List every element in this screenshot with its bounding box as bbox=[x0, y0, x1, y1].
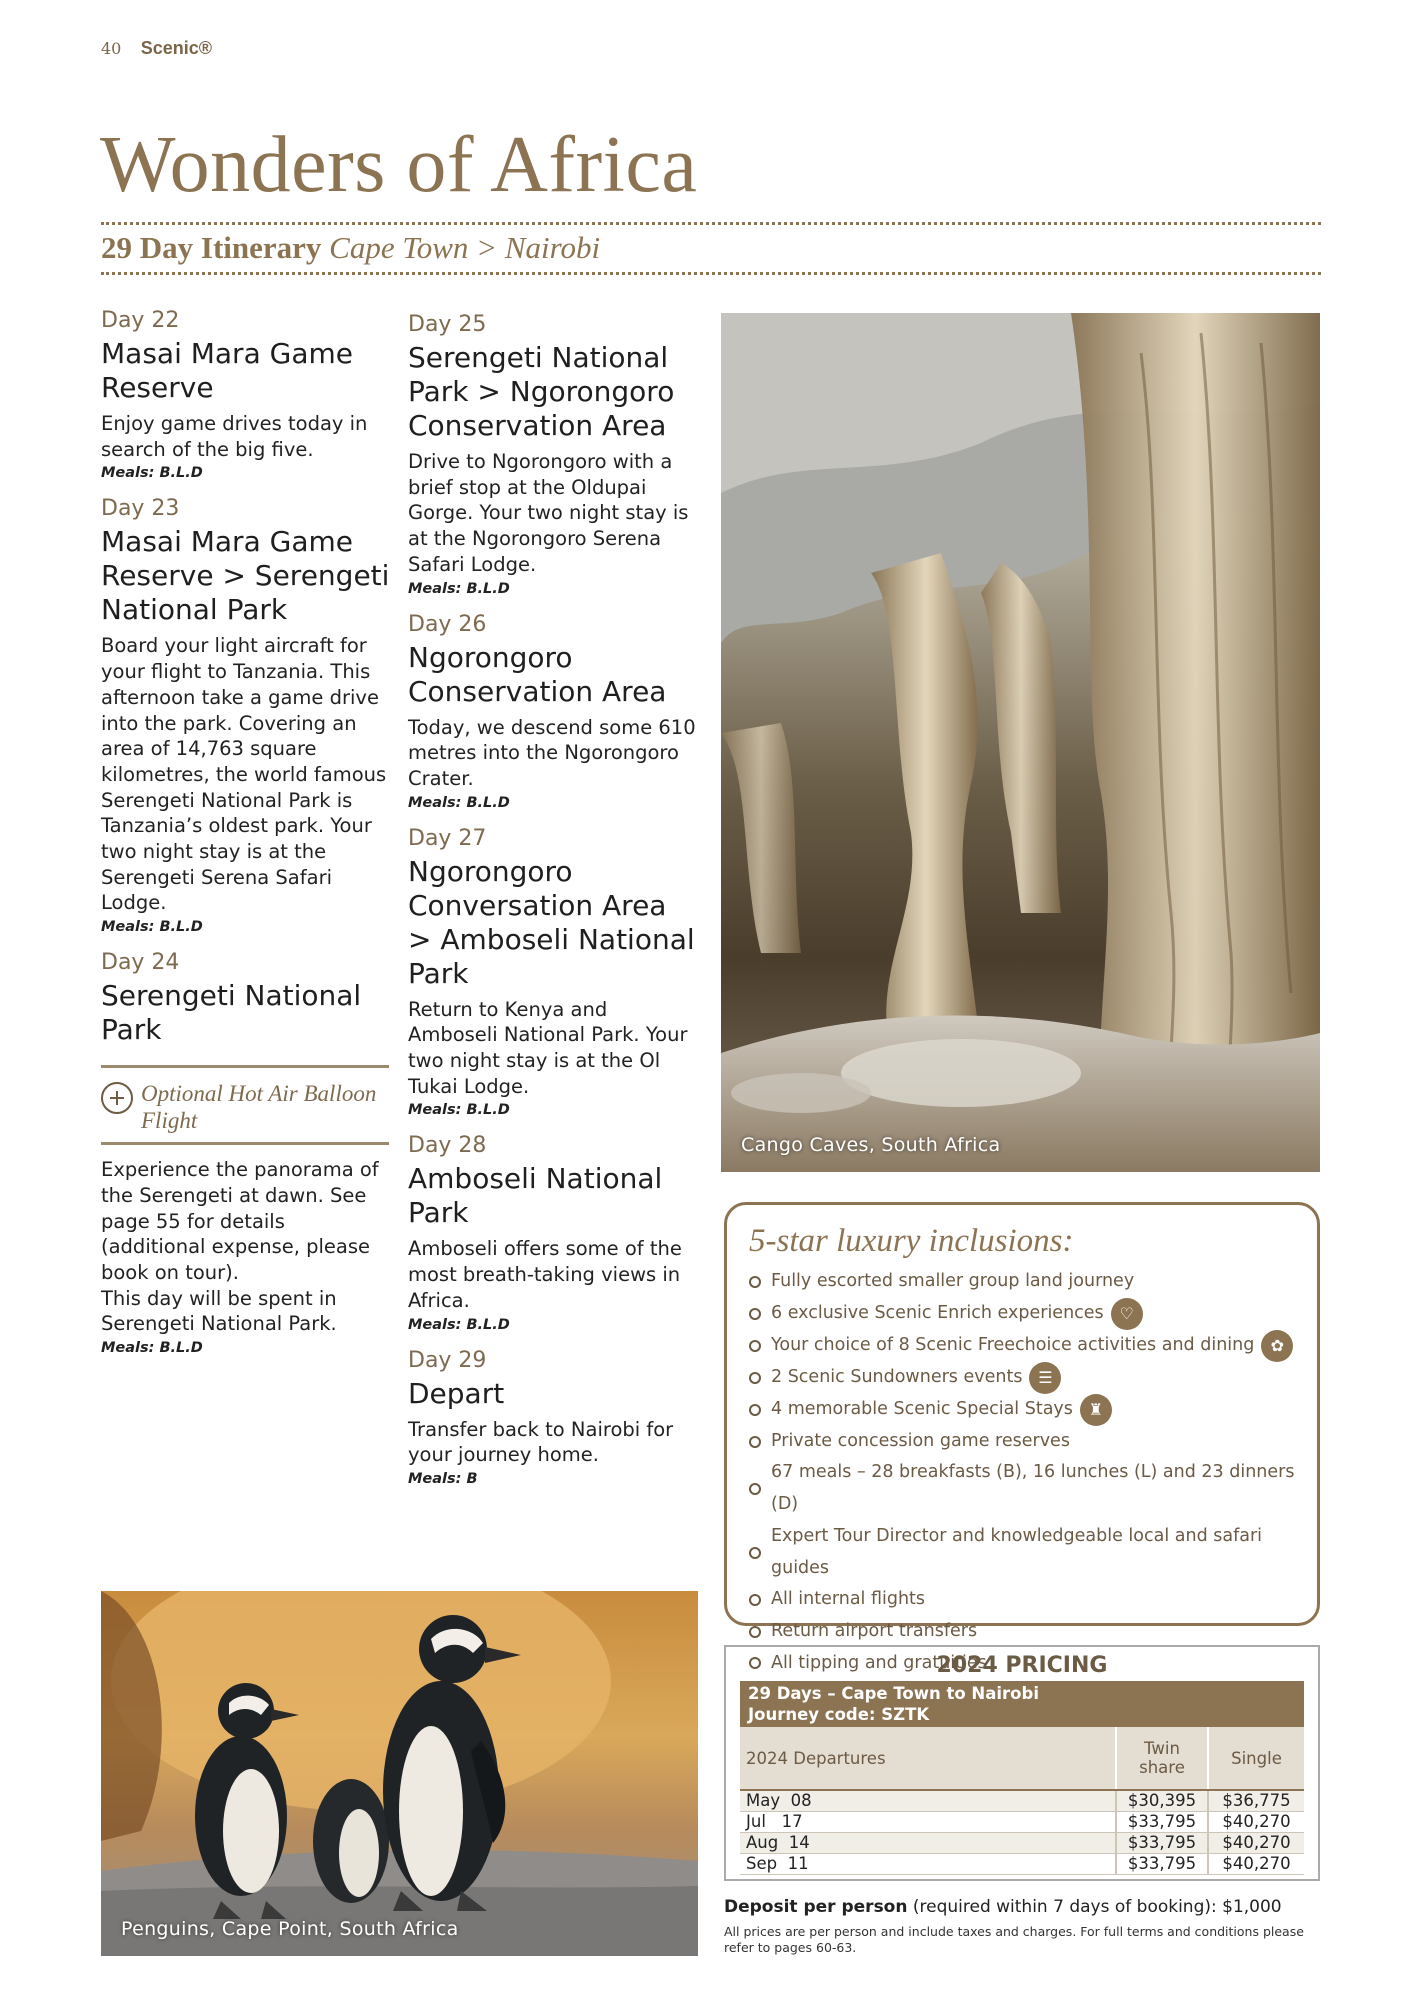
bullet-icon bbox=[749, 1626, 761, 1638]
pricing-box bbox=[724, 1645, 1320, 1881]
building-icon: ♜ bbox=[1080, 1394, 1112, 1426]
day-label: Day 24 bbox=[101, 950, 180, 976]
bullet-icon bbox=[749, 1404, 761, 1416]
optional-activity-label: Optional Hot Air Balloon Flight bbox=[141, 1081, 377, 1134]
day-description: Experience the panorama of the Serengeti at dawn. See page 55 for details (additional expense, please book on tour). This day will be spent in Serengeti National Park. bbox=[101, 1158, 379, 1336]
list-item: 6 exclusive Scenic Enrich experiences ♡ bbox=[749, 1298, 1295, 1330]
day-23 bbox=[101, 494, 391, 938]
list-item: 2 Scenic Sundowners events ☰ bbox=[749, 1362, 1295, 1394]
penguins-photo bbox=[101, 1591, 698, 1956]
day-place: Depart bbox=[408, 1376, 505, 1410]
bullet-icon bbox=[749, 1594, 761, 1606]
penguins-illustration bbox=[101, 1591, 698, 1956]
itinerary-column-1 bbox=[101, 306, 391, 1369]
photo-caption: Penguins, Cape Point, South Africa bbox=[121, 1918, 459, 1940]
day-meals: Meals: B.L.D bbox=[408, 580, 510, 597]
day-description: Today, we descend some 610 metres into the Ngorongoro Crater. bbox=[408, 715, 696, 790]
day-description: Drive to Ngorongoro with a brief stop at the Oldupai Gorge. Your two night stay is at the Ngorongoro Serena Safari Lodge. bbox=[408, 450, 689, 576]
bullet-icon bbox=[749, 1372, 761, 1384]
table-row: Sep 11 $33,795 $40,270 bbox=[740, 1854, 1304, 1875]
pricing-title: 2024 PRICING bbox=[936, 1653, 1108, 1678]
day-label: Day 25 bbox=[408, 312, 487, 337]
day-24 bbox=[101, 948, 391, 1359]
day-label: Day 23 bbox=[101, 496, 180, 522]
day-place: Ngorongoro Conservation Area bbox=[408, 640, 667, 708]
day-place: Masai Mara Game Reserve > Serengeti National Park bbox=[101, 525, 390, 627]
list-item: Fully escorted smaller group land journey bbox=[749, 1266, 1295, 1298]
brand-logo: Scenic® bbox=[140, 38, 213, 58]
day-28 bbox=[408, 1131, 698, 1335]
table-row: Aug 14 $33,795 $40,270 bbox=[740, 1833, 1304, 1854]
itinerary-heading bbox=[101, 230, 600, 266]
col-single: Single bbox=[1208, 1727, 1304, 1790]
day-meals: Meals: B bbox=[408, 1470, 478, 1487]
table-row: May 08 $30,395 $36,775 bbox=[740, 1790, 1304, 1812]
deposit-detail: (required within 7 days of booking): $1,000 bbox=[912, 1897, 1282, 1917]
deposit-label: Deposit per person bbox=[724, 1897, 908, 1917]
optional-activity bbox=[101, 1065, 389, 1145]
list-item: 4 memorable Scenic Special Stays ♜ bbox=[749, 1394, 1295, 1426]
cave-illustration bbox=[721, 313, 1320, 1172]
day-place: Serengeti National Park > Ngorongoro Conservation Area bbox=[408, 341, 675, 442]
day-label: Day 28 bbox=[408, 1133, 487, 1159]
col-departures: 2024 Departures bbox=[740, 1727, 1116, 1790]
day-label: Day 26 bbox=[408, 611, 487, 637]
col-twin-share: Twin share bbox=[1116, 1727, 1208, 1790]
page-header bbox=[101, 38, 212, 59]
page-number: 40 bbox=[101, 39, 122, 58]
page-title: Wonders of Africa bbox=[100, 121, 698, 209]
day-27 bbox=[408, 824, 698, 1122]
table-row: Jul 17 $33,795 $40,270 bbox=[740, 1812, 1304, 1833]
deposit-info bbox=[724, 1897, 1282, 1917]
bullet-icon bbox=[749, 1276, 761, 1288]
divider-bottom bbox=[101, 272, 1321, 275]
bullet-icon bbox=[749, 1436, 761, 1448]
bullet-icon bbox=[749, 1547, 761, 1559]
journey-header: 29 Days – Cape Town to Nairobi Journey code: SZTK bbox=[740, 1681, 1304, 1727]
day-label: Day 29 bbox=[408, 1347, 487, 1373]
list-item: Private concession game reserves bbox=[749, 1426, 1295, 1458]
day-meals: Meals: B.L.D bbox=[101, 919, 203, 936]
pricing-table bbox=[740, 1681, 1304, 1875]
cave-photo bbox=[721, 313, 1320, 1172]
list-item: 67 meals – 28 breakfasts (B), 16 lunches (L) and 23 dinners (D) bbox=[749, 1457, 1295, 1520]
day-place: Masai Mara Game Reserve bbox=[101, 337, 353, 404]
bullet-icon bbox=[749, 1308, 761, 1320]
day-meals: Meals: B.L.D bbox=[408, 1316, 510, 1333]
day-description: Amboseli offers some of the most breath-taking views in Africa. bbox=[408, 1237, 682, 1312]
itinerary-route: Cape Town > Nairobi bbox=[329, 230, 601, 265]
sunset-icon: ☰ bbox=[1029, 1362, 1061, 1394]
day-meals: Meals: B.L.D bbox=[408, 1102, 510, 1119]
day-meals: Meals: B.L.D bbox=[408, 794, 510, 811]
day-label: Day 22 bbox=[101, 308, 180, 333]
list-item: Expert Tour Director and knowledgeable local and safari guides bbox=[749, 1521, 1295, 1584]
list-item: All internal flights bbox=[749, 1584, 1295, 1616]
day-place: Serengeti National Park bbox=[101, 979, 362, 1047]
day-place: Ngorongoro Conversation Area > Amboseli National Park bbox=[408, 854, 695, 990]
day-22 bbox=[101, 306, 391, 484]
day-25 bbox=[408, 310, 698, 600]
day-description: Return to Kenya and Amboseli National Park. Your two night stay is at the Ol Tukai Lodge. bbox=[408, 997, 688, 1098]
list-item: Your choice of 8 Scenic Freechoice activities and dining ✿ bbox=[749, 1330, 1295, 1362]
bullet-icon bbox=[749, 1483, 761, 1495]
itinerary-days: 29 Day Itinerary bbox=[101, 230, 322, 265]
day-label: Day 27 bbox=[408, 825, 487, 851]
flower-icon: ✿ bbox=[1261, 1330, 1293, 1362]
day-description: Enjoy game drives today in search of the big five. bbox=[101, 412, 368, 461]
heart-icon: ♡ bbox=[1111, 1298, 1143, 1330]
day-place: Amboseli National Park bbox=[408, 1162, 663, 1230]
fine-print: All prices are per person and include taxes and charges. For full terms and conditions please refer to pages 60-63. bbox=[724, 1924, 1304, 1955]
day-meals: Meals: B.L.D bbox=[101, 1340, 203, 1357]
itinerary-column-2 bbox=[408, 310, 698, 1500]
day-meals: Meals: B.L.D bbox=[101, 465, 203, 482]
bullet-icon bbox=[749, 1340, 761, 1352]
list-item: All tipping and gratuities bbox=[749, 1648, 1295, 1680]
divider-top bbox=[101, 222, 1321, 225]
day-26 bbox=[408, 610, 698, 814]
day-description: Board your light aircraft for your flight to Tanzania. This afternoon take a game drive into the park. Covering an area of 14,763 square kilometres, the world famous Serengeti National Park is Tanzania’s oldest park. Your two night stay is at the Serengeti Serena Safari Lodge. bbox=[101, 634, 387, 915]
day-description: Transfer back to Nairobi for your journey home. bbox=[408, 1417, 674, 1467]
day-29 bbox=[408, 1346, 698, 1490]
plus-circle-icon bbox=[101, 1082, 133, 1114]
inclusions-title: 5-star luxury inclusions: bbox=[749, 1223, 1074, 1259]
list-item: Return airport transfers bbox=[749, 1616, 1295, 1648]
photo-caption: Cango Caves, South Africa bbox=[741, 1134, 1001, 1156]
inclusions-list bbox=[749, 1266, 1295, 1679]
